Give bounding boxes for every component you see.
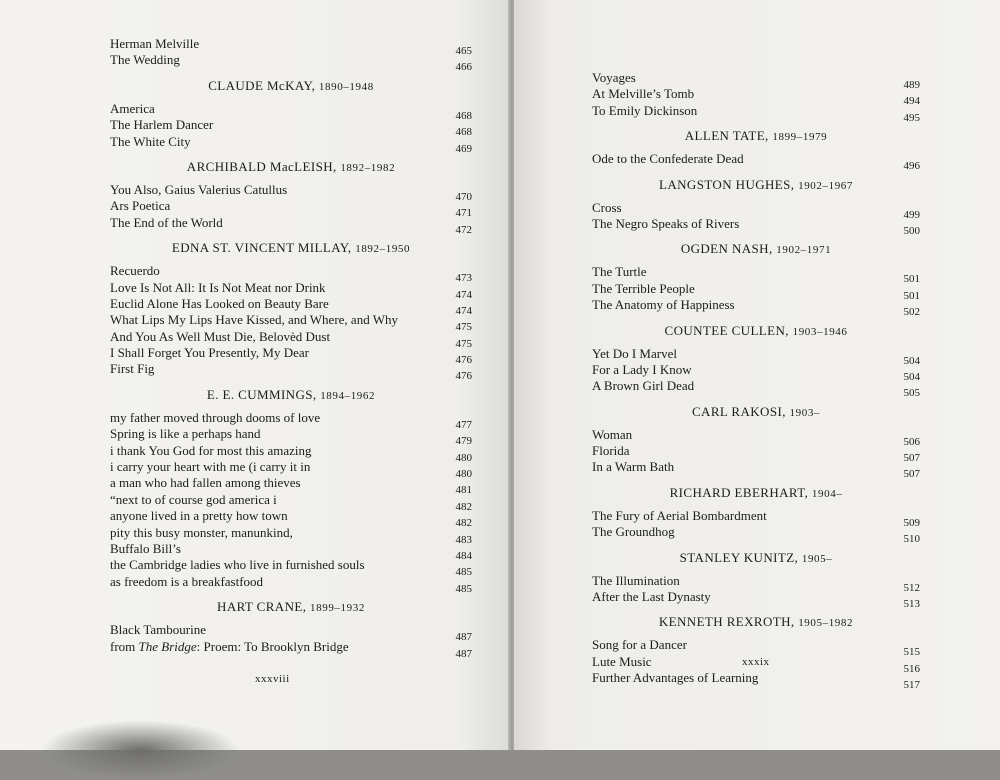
poet-name: ARCHIBALD MacLEISH, — [186, 158, 337, 174]
contents-entry — [592, 524, 920, 546]
poem-page-number: 482 — [455, 500, 472, 513]
page-number-right: xxxix — [742, 656, 770, 668]
thumb-shadow — [40, 720, 240, 780]
poem-title: Cross — [592, 199, 622, 215]
contents-entry — [110, 328, 472, 350]
poem-title: You Also, Gaius Valerius Catullus — [110, 181, 288, 197]
contents-entry — [592, 280, 920, 302]
poem-title: The End of the World — [110, 214, 223, 230]
poem-title: Ars Poetica — [110, 198, 171, 214]
poem-page-number: 501 — [903, 289, 920, 302]
poem-page-number: 477 — [455, 418, 472, 431]
poem-title: I Shall Forget You Presently, My Dear — [110, 345, 309, 361]
poem-page-number: 513 — [903, 598, 920, 611]
poem-page-number: 480 — [455, 468, 472, 481]
contents-entry — [110, 475, 472, 497]
poem-title: Black Tambourine — [110, 622, 206, 638]
poem-page-number: 476 — [455, 370, 472, 383]
poet-heading — [110, 598, 472, 616]
poet-heading — [110, 386, 472, 404]
poet-dates: 1899–1979 — [772, 131, 828, 144]
poem-title: a man who had fallen among thieves — [110, 475, 301, 491]
contents-entry — [110, 133, 472, 155]
poem-page-number: 475 — [455, 321, 472, 334]
poem-title: The Negro Speaks of Rivers — [592, 215, 740, 231]
poet-heading — [592, 240, 920, 258]
poem-page-number: 468 — [455, 109, 472, 122]
poem-page-number: 504 — [903, 354, 920, 367]
poem-title: “next to of course god america i — [110, 491, 277, 507]
poem-title: Buffalo Bill’s — [110, 540, 181, 556]
poem-page-number: 517 — [903, 679, 920, 692]
contents-entry — [592, 199, 920, 221]
poet-name: CLAUDE McKAY, — [208, 77, 316, 93]
poet-dates: 1902–1971 — [776, 244, 832, 257]
contents-entry — [592, 589, 920, 611]
poem-page-number: 504 — [903, 370, 920, 383]
poem-page-number: 480 — [455, 451, 472, 464]
poem-title: Lute Music — [592, 653, 652, 669]
poem-title: my father moved through dooms of love — [110, 409, 321, 425]
poem-page-number: 515 — [903, 646, 920, 659]
poem-page-number: 500 — [903, 224, 920, 237]
poem-page-number: 474 — [455, 304, 472, 317]
poem-page-number: 509 — [903, 516, 920, 529]
contents-entry — [110, 459, 472, 481]
contents-entry — [110, 540, 472, 562]
poem-page-number: 499 — [903, 208, 920, 221]
poem-title: What Lips My Lips Have Kissed, and Where, and Why — [110, 312, 398, 328]
contents-entry — [592, 443, 920, 465]
poem-title: After the Last Dynasty — [592, 589, 711, 605]
poet-heading — [110, 239, 472, 257]
poem-title: At Melville’s Tomb — [592, 86, 695, 102]
poem-title: Yet Do I Marvel — [592, 345, 677, 361]
poem-page-number: 476 — [455, 354, 472, 367]
contents-entry — [110, 361, 472, 383]
poem-page-number: 468 — [455, 126, 472, 139]
poem-page-number: 482 — [455, 517, 472, 530]
contents-entry — [110, 295, 472, 317]
poem-title: i carry your heart with me (i carry it in — [110, 459, 311, 475]
contents-entry — [592, 102, 920, 124]
contents-entry — [592, 345, 920, 367]
poet-name: STANLEY KUNITZ, — [679, 549, 799, 565]
poem-title: from The Bridge: Proem: To Brooklyn Bridge — [110, 638, 349, 654]
poet-name: RICHARD EBERHART, — [669, 484, 809, 500]
poem-title: A Brown Girl Dead — [592, 378, 695, 394]
poem-title: The Anatomy of Happiness — [592, 297, 735, 313]
poem-title: Voyages — [592, 70, 636, 85]
contents-entry — [110, 198, 472, 220]
poem-page-number: 471 — [455, 207, 472, 220]
contents-entry — [110, 117, 472, 139]
contents-entry — [592, 70, 920, 91]
contents-entry — [592, 378, 920, 400]
poem-title: anyone lived in a pretty how town — [110, 508, 288, 524]
contents-entry — [592, 637, 920, 659]
poem-title: And You As Well Must Die, Belovèd Dust — [110, 328, 331, 344]
poem-title: pity this busy monster, manunkind, — [110, 524, 293, 540]
poet-name: E. E. CUMMINGS, — [206, 386, 317, 402]
contents-entry — [110, 181, 472, 203]
poem-page-number: 475 — [455, 337, 472, 350]
poet-dates: 1894–1962 — [320, 389, 376, 402]
poem-page-number: 489 — [903, 79, 920, 91]
poem-title: the Cambridge ladies who live in furnished souls — [110, 557, 365, 573]
contents-entry — [592, 361, 920, 383]
contents-entry — [110, 442, 472, 464]
poem-page-number: 485 — [455, 566, 472, 579]
poet-name: OGDEN NASH, — [680, 241, 773, 257]
poem-title: The Fury of Aerial Bombardment — [592, 507, 767, 523]
poem-title: Further Advantages of Learning — [592, 670, 759, 686]
poem-page-number: 465 — [455, 45, 472, 57]
poem-title: Love Is Not All: It Is Not Meat nor Drink — [110, 279, 326, 295]
right-page — [514, 0, 1000, 750]
poet-dates: 1903– — [789, 406, 821, 419]
contents-entry — [592, 297, 920, 319]
poem-title: In a Warm Bath — [592, 459, 675, 475]
poem-page-number: 483 — [455, 533, 472, 546]
poem-title: America — [110, 100, 155, 116]
poem-title: Euclid Alone Has Looked on Beauty Bare — [110, 295, 329, 311]
contents-entry — [110, 100, 472, 122]
poem-page-number: 472 — [455, 223, 472, 236]
contents-entry — [110, 426, 472, 448]
contents-entry — [110, 409, 472, 431]
poem-page-number: 470 — [455, 190, 472, 203]
contents-entry — [110, 573, 472, 595]
poem-page-number: 466 — [455, 61, 472, 74]
poem-page-number: 507 — [903, 452, 920, 465]
contents-entry — [592, 151, 920, 173]
poem-page-number: 473 — [455, 272, 472, 285]
poem-title: The Terrible People — [592, 280, 695, 296]
poem-page-number: 485 — [455, 582, 472, 595]
poem-page-number: 479 — [455, 435, 472, 448]
poem-page-number: 512 — [903, 581, 920, 594]
poem-title: Woman — [592, 426, 633, 442]
contents-entry — [592, 86, 920, 108]
poet-heading — [592, 613, 920, 631]
poet-heading — [110, 77, 472, 95]
poem-page-number: 487 — [455, 631, 472, 644]
contents-entry — [110, 491, 472, 513]
contents-entry — [592, 507, 920, 529]
contents-entry — [592, 426, 920, 448]
poem-title: Florida — [592, 443, 630, 459]
poem-title: as freedom is a breakfastfood — [110, 573, 264, 589]
poem-title: The Groundhog — [592, 524, 675, 540]
poem-page-number: 505 — [903, 387, 920, 400]
poet-dates: 1899–1932 — [310, 602, 365, 615]
contents-entry — [110, 524, 472, 546]
contents-entry — [110, 214, 472, 236]
poet-name: HART CRANE, — [217, 599, 307, 615]
poem-title: Recuerdo — [110, 263, 160, 279]
poem-page-number: 481 — [455, 484, 472, 497]
contents-entry — [110, 508, 472, 530]
poet-name: KENNETH REXROTH, — [658, 614, 795, 630]
left-contents-column — [110, 36, 472, 660]
poet-dates: 1892–1950 — [355, 243, 411, 256]
poet-dates: 1904– — [811, 487, 843, 500]
poem-page-number: 516 — [903, 662, 920, 675]
poet-dates: 1902–1967 — [798, 179, 853, 192]
contents-entry — [592, 670, 920, 692]
poem-page-number: 495 — [903, 111, 920, 124]
poet-name: LANGSTON HUGHES, — [658, 176, 795, 192]
poem-page-number: 474 — [455, 288, 472, 301]
poet-dates: 1890–1948 — [318, 80, 374, 93]
poem-page-number: 469 — [455, 142, 472, 155]
poet-name: EDNA ST. VINCENT MILLAY, — [171, 240, 352, 256]
poet-heading — [592, 322, 920, 340]
contents-entry — [592, 215, 920, 237]
contents-entry — [110, 52, 472, 74]
poet-name: CARL RAKOSI, — [691, 403, 786, 419]
poet-heading — [592, 176, 920, 194]
poem-page-number: 484 — [455, 549, 472, 562]
right-contents-column — [592, 70, 920, 692]
poem-title: The Illumination — [592, 572, 680, 588]
poem-title: Song for a Dancer — [592, 637, 687, 653]
contents-entry — [110, 345, 472, 367]
poet-heading — [592, 403, 920, 421]
poem-title: i thank You God for most this amazing — [110, 442, 312, 458]
poet-heading — [592, 549, 920, 567]
poem-page-number: 494 — [903, 95, 920, 108]
poem-page-number: 487 — [455, 647, 472, 660]
poem-title: For a Lady I Know — [592, 361, 692, 377]
poem-title: The Turtle — [592, 264, 647, 280]
poem-title: Spring is like a perhaps hand — [110, 426, 261, 442]
poem-title: The Harlem Dancer — [110, 117, 214, 133]
left-page — [0, 0, 510, 750]
poem-page-number: 506 — [903, 435, 920, 448]
poet-dates: 1903–1946 — [792, 325, 848, 338]
poet-heading — [110, 158, 472, 176]
contents-entry — [110, 557, 472, 579]
poem-title: Ode to the Confederate Dead — [592, 151, 744, 167]
poem-page-number: 507 — [903, 468, 920, 481]
poem-page-number: 510 — [903, 533, 920, 546]
poem-page-number: 502 — [903, 306, 920, 319]
poet-dates: 1892–1982 — [340, 161, 396, 174]
poem-title: The White City — [110, 133, 191, 149]
contents-entry — [110, 622, 472, 644]
contents-entry — [592, 459, 920, 481]
poem-page-number: 501 — [903, 273, 920, 286]
poet-dates: 1905– — [801, 552, 833, 565]
contents-entry — [110, 279, 472, 301]
poem-page-number: 496 — [903, 160, 920, 173]
poem-title: To Emily Dickinson — [592, 102, 698, 118]
contents-entry — [110, 638, 472, 660]
contents-entry — [592, 264, 920, 286]
poem-title: First Fig — [110, 361, 155, 377]
poet-dates: 1905–1982 — [798, 617, 854, 630]
poet-heading — [592, 484, 920, 502]
page-number-left: xxxviii — [255, 673, 290, 685]
poet-name: ALLEN TATE, — [684, 128, 769, 144]
poet-name: COUNTEE CULLEN, — [664, 322, 789, 338]
poem-title: Herman Melville — [110, 36, 200, 51]
contents-entry — [110, 36, 472, 57]
contents-entry — [110, 263, 472, 285]
italic-title-fragment: The Bridge — [138, 638, 197, 654]
contents-entry — [592, 572, 920, 594]
poem-title: The Wedding — [110, 52, 180, 68]
poet-heading — [592, 127, 920, 145]
contents-entry — [110, 312, 472, 334]
